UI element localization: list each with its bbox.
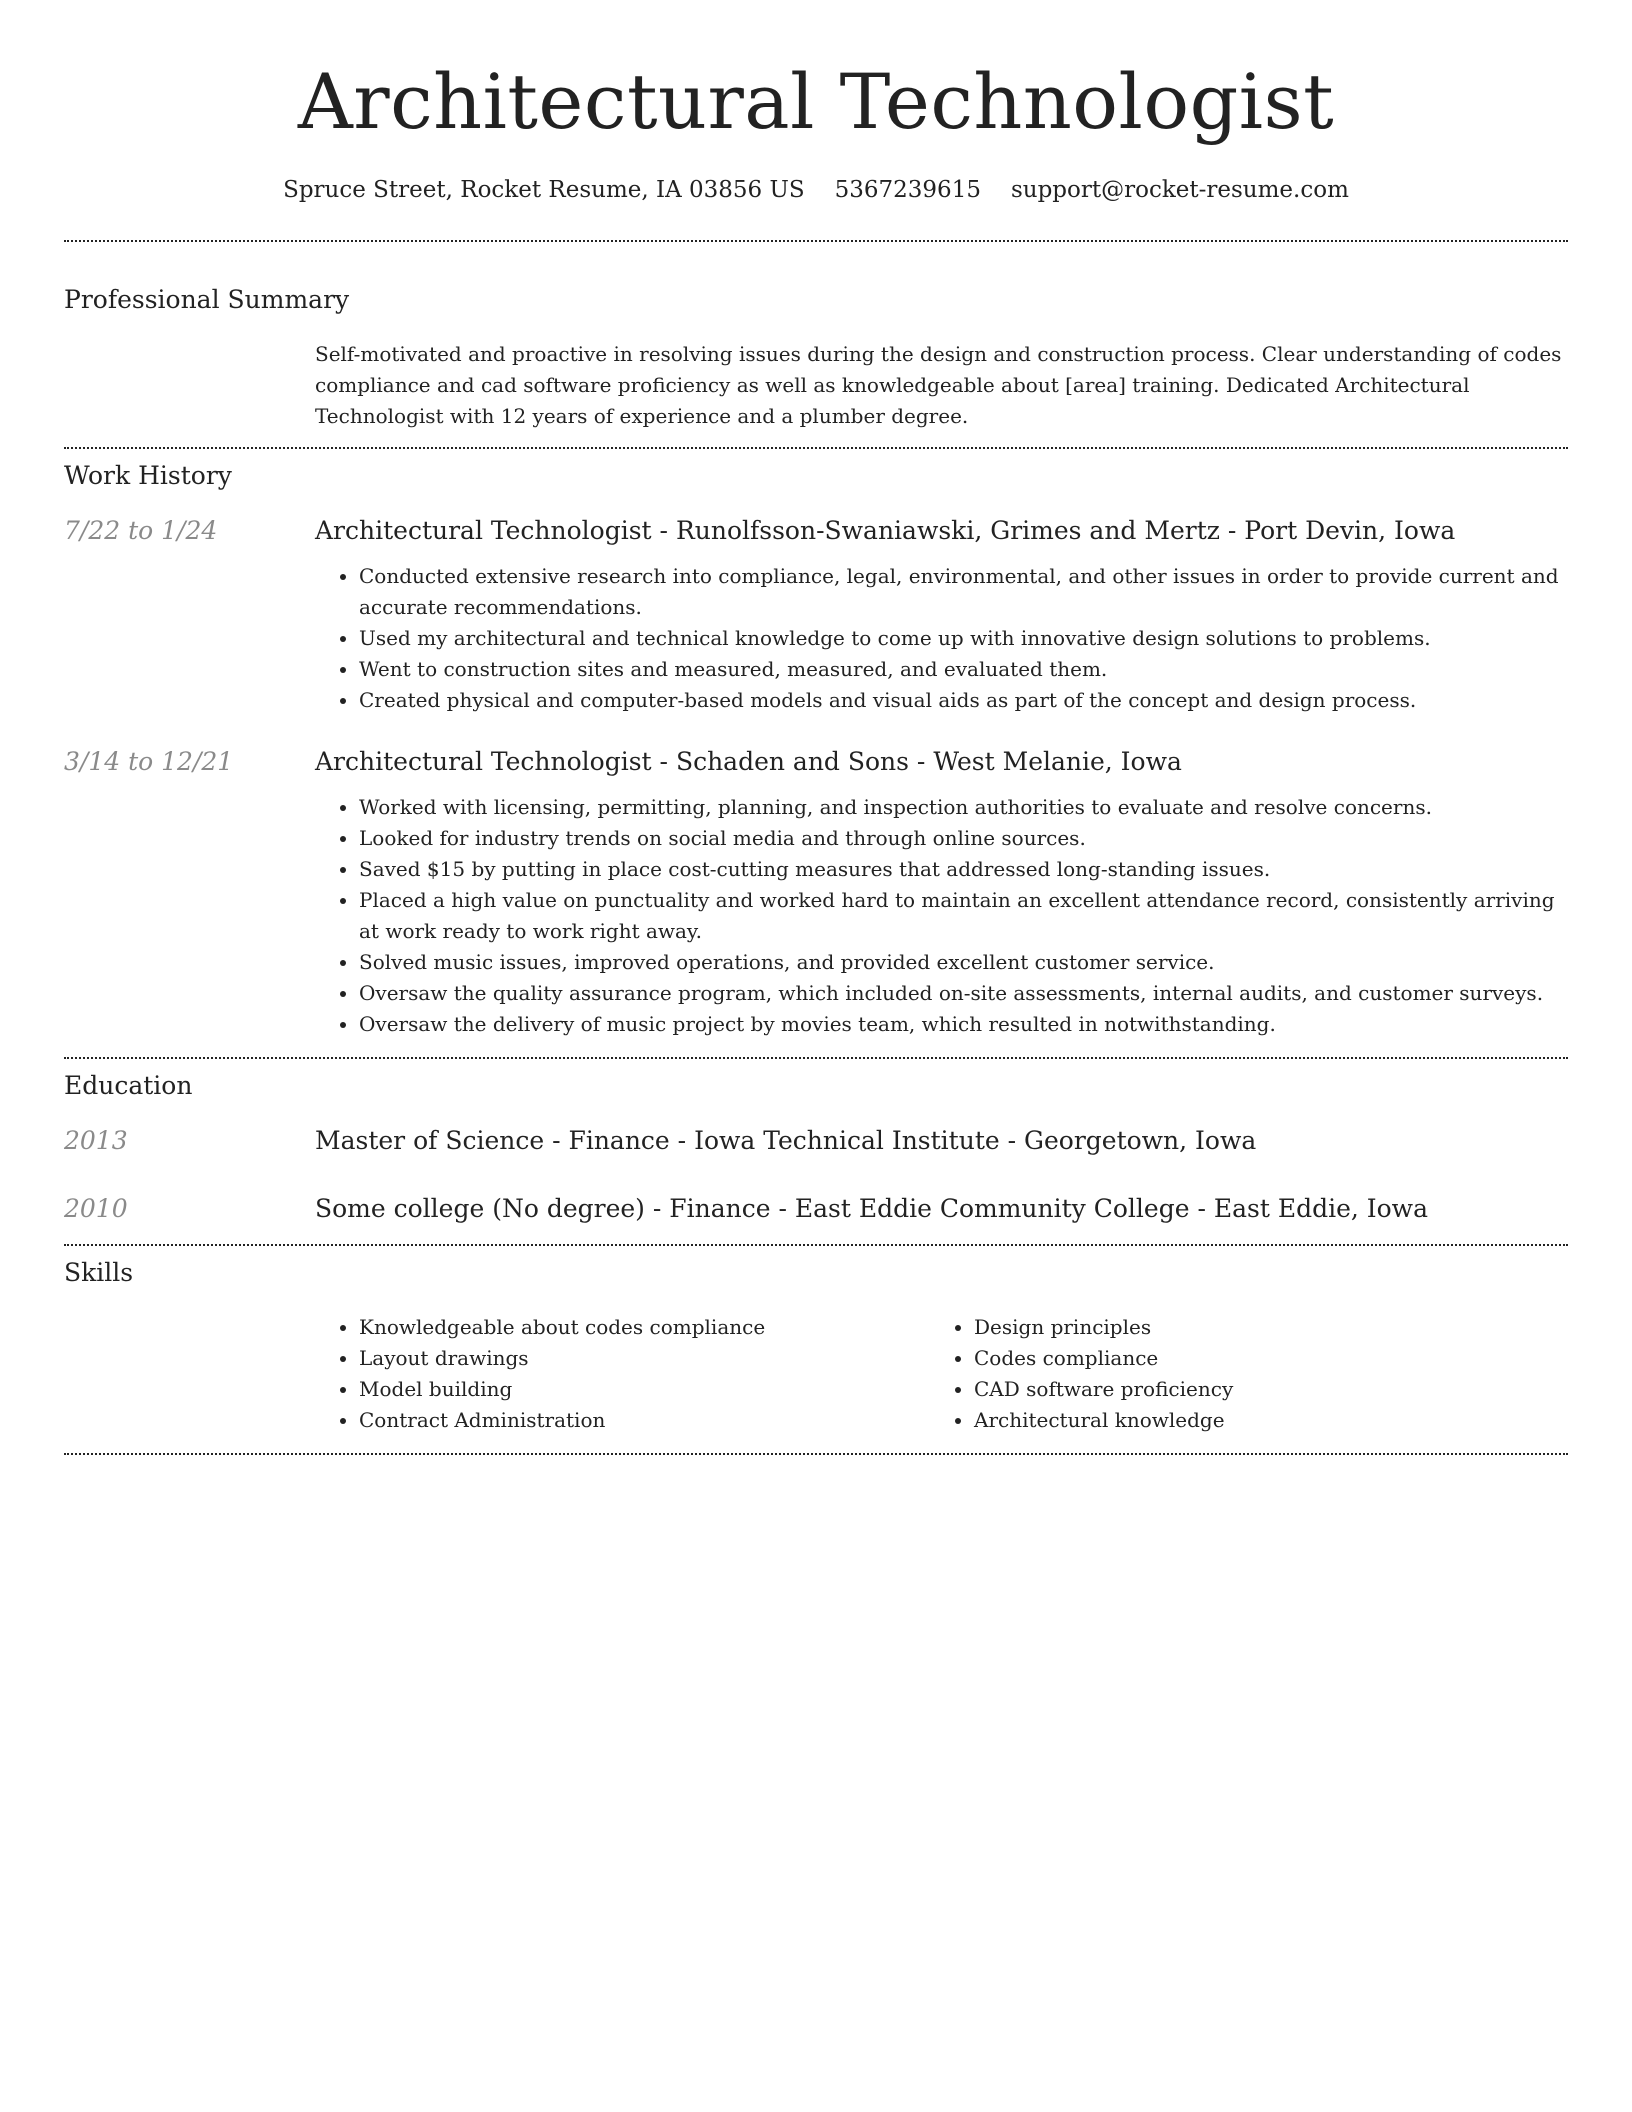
- education-section: [64, 1070, 1568, 1225]
- education-body: [315, 1125, 1568, 1157]
- skill-item: • Architectural knowledge: [974, 1405, 1233, 1436]
- skill-item: • Layout drawings: [359, 1343, 930, 1374]
- job-bullet: • Created physical and computer-based models and visual aids as part of the concept and design process.: [359, 685, 1568, 716]
- summary-section: [64, 284, 1568, 432]
- skill-item: • Knowledgeable about codes compliance: [359, 1312, 930, 1343]
- job-bullet: • Went to construction sites and measured, measured, and evaluated them.: [359, 654, 1568, 685]
- job-bullet: • Oversaw the quality assurance program, which included on-site assessments, internal audits, and customer surveys.: [359, 978, 1568, 1009]
- skills-list-right: [930, 1312, 1233, 1436]
- skill-item: • Design principles: [974, 1312, 1233, 1343]
- education-year: 2010: [64, 1194, 128, 1223]
- education-entry: [64, 1193, 1568, 1225]
- work-history-heading: Work History: [64, 461, 232, 490]
- job-dates: 3/14 to 12/21: [64, 747, 234, 776]
- education-text: Some college (No degree) - Finance - East Eddie Community College - East Eddie, Iowa: [315, 1194, 1428, 1223]
- education-heading: Education: [64, 1071, 193, 1100]
- summary-text: Self-motivated and proactive in resolving issues during the design and construction process. Clear understanding of codes compliance and cad software proficiency as well as knowledgeable about [area] training. Dedicated Architectural Technologist with 12 years of experience and a plumber degree.: [315, 342, 1562, 428]
- divider: [64, 240, 1568, 242]
- summary-row: [64, 339, 1568, 432]
- job-body: [315, 746, 1568, 1040]
- education-text: Master of Science - Finance - Iowa Technical Institute - Georgetown, Iowa: [315, 1126, 1257, 1155]
- skill-item: • Codes compliance: [974, 1343, 1233, 1374]
- divider: [64, 1057, 1568, 1059]
- job-bullet: • Conducted extensive research into compliance, legal, environmental, and other issues in order to provide current and accurate recommendations.: [359, 561, 1568, 623]
- skill-item: • CAD software proficiency: [974, 1374, 1233, 1405]
- contact-phone: 5367239615: [834, 177, 981, 203]
- education-body: [315, 1193, 1568, 1225]
- contact-line: [64, 174, 1568, 206]
- skill-item: • Model building: [359, 1374, 930, 1405]
- summary-heading: Professional Summary: [64, 285, 350, 314]
- contact-email: support@rocket-resume.com: [1010, 177, 1349, 203]
- education-year: 2013: [64, 1126, 128, 1155]
- education-entry: [64, 1125, 1568, 1157]
- job-bullet: • Placed a high value on punctuality and worked hard to maintain an excellent attendance record, consistently arriving at work ready to work right away.: [359, 885, 1568, 947]
- job-bullet: • Used my architectural and technical knowledge to come up with innovative design solutions to problems.: [359, 623, 1568, 654]
- job-bullet: • Saved $15 by putting in place cost-cutting measures that addressed long-standing issues.: [359, 854, 1568, 885]
- job-bullet: • Looked for industry trends on social media and through online sources.: [359, 823, 1568, 854]
- skills-heading: Skills: [64, 1258, 134, 1287]
- job-bullet: • Oversaw the delivery of music project by movies team, which resulted in notwithstanding.: [359, 1009, 1568, 1040]
- divider: [64, 1244, 1568, 1246]
- skills-section: [64, 1257, 1568, 1436]
- summary-body: [315, 339, 1568, 432]
- job-body: [315, 515, 1568, 716]
- job-bullet: • Worked with licensing, permitting, planning, and inspection authorities to evaluate and resolve concerns.: [359, 792, 1568, 823]
- work-history-section: [64, 460, 1568, 1040]
- skills-row: [64, 1312, 1568, 1436]
- job-entry: [64, 746, 1568, 1040]
- contact-address: Spruce Street, Rocket Resume, IA 03856 US: [283, 177, 805, 203]
- job-title: Architectural Technologist - Schaden and Sons - West Melanie, Iowa: [315, 747, 1182, 776]
- skills-list-left: [315, 1312, 930, 1436]
- job-title: Architectural Technologist - Runolfsson-Swaniawski, Grimes and Mertz - Port Devin, Iowa: [315, 516, 1456, 545]
- divider: [64, 447, 1568, 449]
- job-bullets: [315, 792, 1568, 1040]
- job-entry: [64, 515, 1568, 716]
- skills-columns: [315, 1312, 1568, 1436]
- job-bullets: [315, 561, 1568, 716]
- divider: [64, 1453, 1568, 1455]
- candidate-name: Architectural Technologist: [297, 57, 1335, 146]
- skill-item: • Contract Administration: [359, 1405, 930, 1436]
- job-bullet: • Solved music issues, improved operations, and provided excellent customer service.: [359, 947, 1568, 978]
- job-dates: 7/22 to 1/24: [64, 516, 218, 545]
